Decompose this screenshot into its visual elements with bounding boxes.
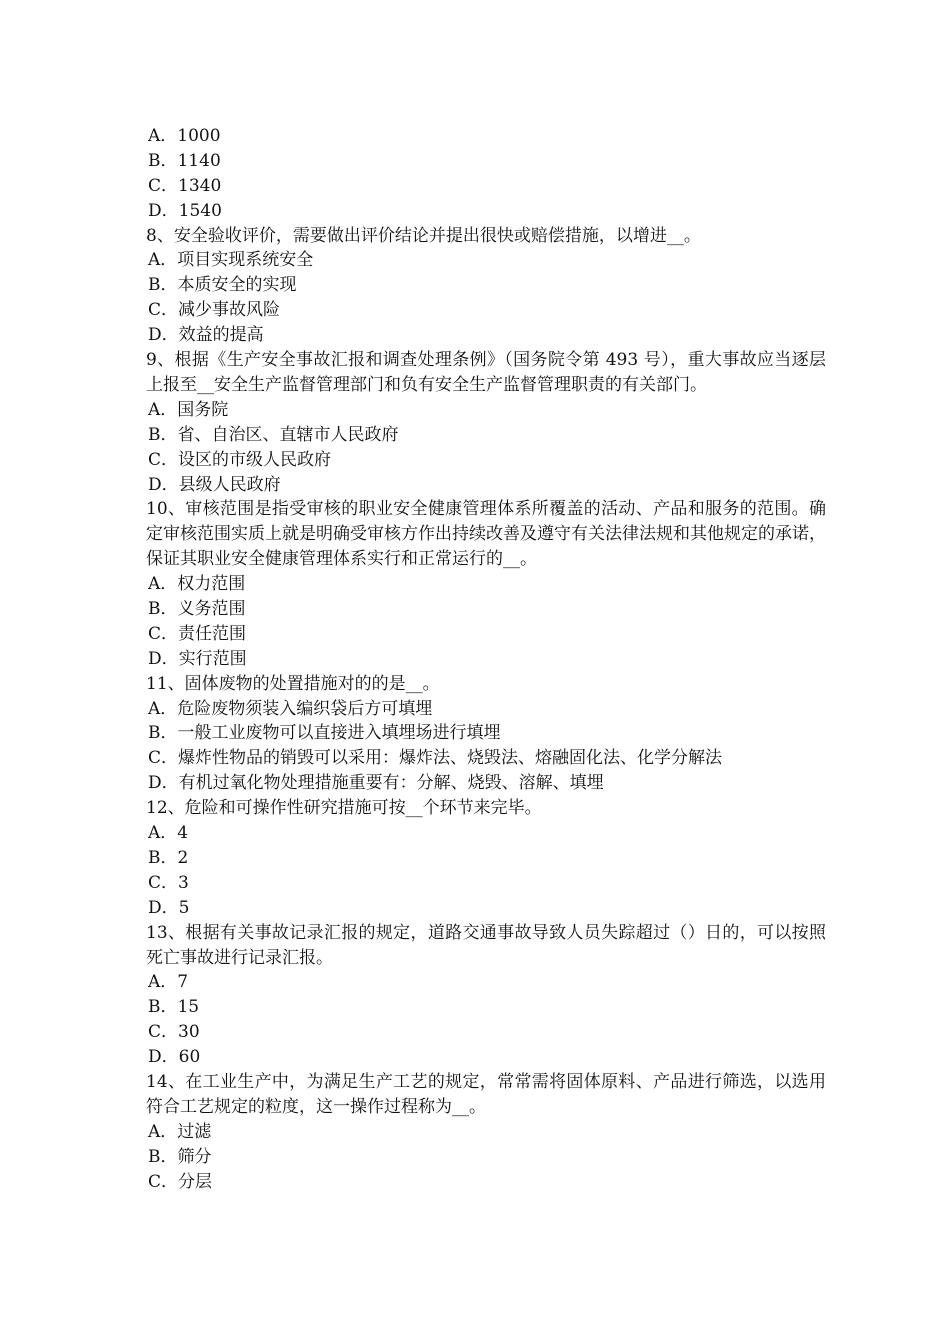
question-11-option-b: B．一般工业废物可以直接进入填埋场进行填埋 <box>148 723 501 744</box>
question-10-option-b: B．义务范围 <box>148 599 246 620</box>
option-b-1140: B．1140 <box>148 150 221 171</box>
question-13-option-c: C．30 <box>148 1022 200 1043</box>
question-10: 10、审核范围是指受审核的职业安全健康管理体系所覆盖的活动、产品和服务的范围。确定审核范围实质上就是明确受审核方作出持续改善及遵守有关法律法规和其他规定的承诺，保证其职业安全健康管理体系实行和正常运行的__。 <box>146 499 826 570</box>
question-8-option-a: A．项目实现系统安全 <box>148 250 314 271</box>
question-9: 9、根据《生产安全事故汇报和调查处理条例》（国务院令第 493 号），重大事故应当逐层上报至__安全生产监督管理部门和负有安全生产监督管理职责的有关部门。 <box>146 350 826 395</box>
question-11-option-d: D．有机过氧化物处理措施重要有：分解、烧毁、溶解、填埋 <box>148 773 604 794</box>
question-9-option-c: C．设区的市级人民政府 <box>148 449 332 470</box>
question-9-option-a: A．国务院 <box>148 399 229 420</box>
question-14: 14、在工业生产中，为满足生产工艺的规定，常常需将固体原料、产品进行筛选，以选用符合工艺规定的粒度，这一操作过程称为__。 <box>146 1072 826 1117</box>
question-11-option-a: A．危险废物须装入编织袋后方可填埋 <box>148 698 433 719</box>
question-10-option-a: A．权力范围 <box>148 574 246 595</box>
option-d-1540: D．1540 <box>148 200 222 221</box>
question-12-option-b: B．2 <box>148 847 189 868</box>
question-9-option-b: B．省、自治区、直辖市人民政府 <box>148 424 399 445</box>
question-12: 12、危险和可操作性研究措施可按__个环节来完毕。 <box>146 798 542 819</box>
question-14-option-b: B．筛分 <box>148 1146 212 1167</box>
question-14-option-c: C．分层 <box>148 1171 213 1192</box>
question-10-option-d: D．实行范围 <box>148 648 247 669</box>
question-11: 11、固体废物的处置措施对的的是__。 <box>146 673 440 694</box>
question-12-option-c: C．3 <box>148 872 189 893</box>
question-14-option-a: A．过滤 <box>148 1121 212 1142</box>
question-12-option-a: A．4 <box>148 823 189 844</box>
document-page <box>146 124 826 1194</box>
question-13: 13、根据有关事故记录汇报的规定，道路交通事故导致人员失踪超过（）日的，可以按照死亡事故进行记录汇报。 <box>146 922 826 968</box>
question-8: 8、安全验收评价，需要做出评价结论并提出很快或赔偿措施，以增进__。 <box>146 225 701 246</box>
question-10-option-c: C．责任范围 <box>148 623 247 644</box>
question-13-option-b: B．15 <box>148 997 200 1018</box>
question-8-option-d: D．效益的提高 <box>148 325 264 346</box>
question-11-option-c: C．爆炸性物品的销毁可以采用：爆炸法、烧毁法、熔融固化法、化学分解法 <box>148 748 723 769</box>
question-8-option-c: C．减少事故风险 <box>148 300 281 321</box>
question-13-option-a: A．7 <box>148 972 189 993</box>
option-c-1340: C．1340 <box>148 175 222 196</box>
question-8-option-b: B．本质安全的实现 <box>148 275 297 296</box>
question-13-option-d: D．60 <box>148 1047 201 1068</box>
question-12-option-d: D．5 <box>148 897 190 918</box>
question-9-option-d: D．县级人民政府 <box>148 474 281 495</box>
option-a-1000: A．1000 <box>148 126 221 146</box>
